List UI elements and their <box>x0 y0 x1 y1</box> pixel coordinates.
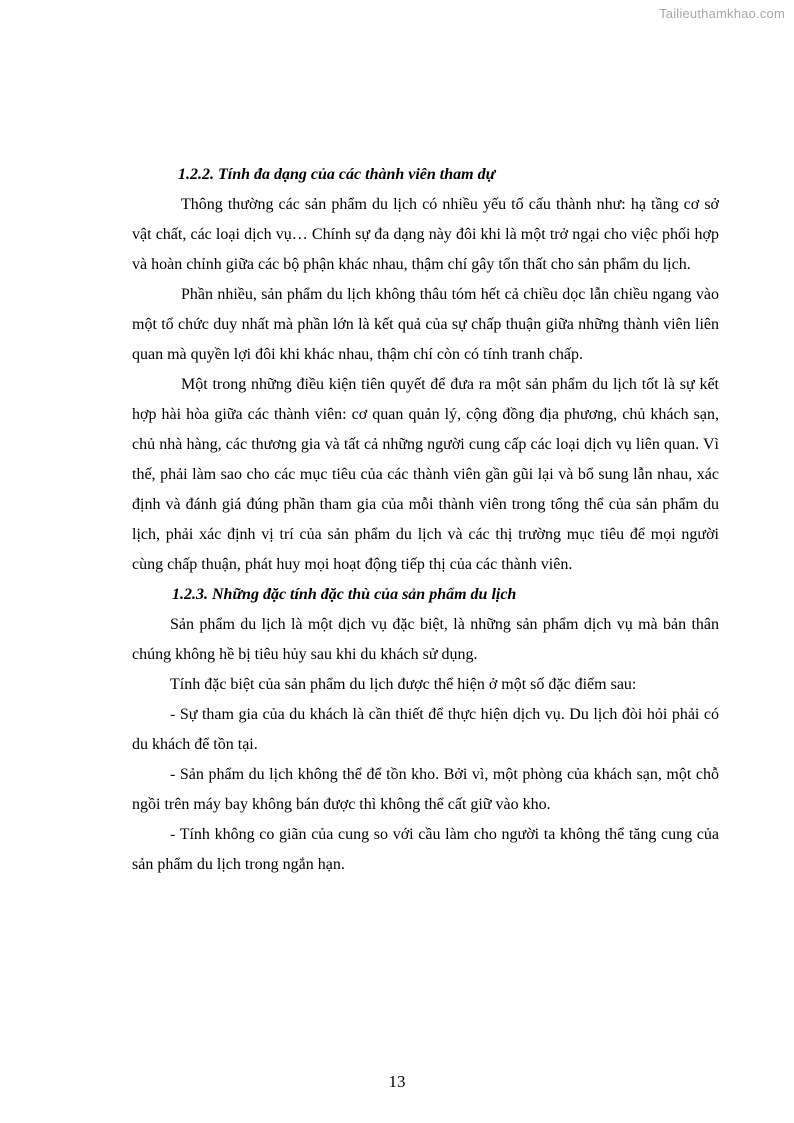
page-number: 13 <box>388 1072 406 1091</box>
paragraph: Tính đặc biệt của sản phẩm du lịch được thể hiện ở một số đặc điểm sau: <box>170 676 637 693</box>
document-body <box>132 160 719 880</box>
list-item: - Tính không co giãn của cung so với cầu làm cho người ta không thể tăng cung của sản phẩm du lịch trong ngắn hạn. <box>132 826 719 873</box>
paragraph: Thông thường các sản phẩm du lịch có nhiều yếu tố cấu thành như: hạ tầng cơ sở vật chất, các loại dịch vụ… Chính sự đa dạng này đôi khi là một trở ngại cho việc phối hợp và hoàn chỉnh giữa các bộ phận khác nhau, thậm chí gây tổn thất cho sản phẩm du lịch. <box>132 196 719 273</box>
list-item: - Sự tham gia của du khách là cần thiết để thực hiện dịch vụ. Du lịch đòi hỏi phải có du khách để tồn tại. <box>132 706 719 753</box>
list-item: - Sản phẩm du lịch không thể để tồn kho. Bởi vì, một phòng của khách sạn, một chỗ ngồi trên máy bay không bán được thì không thể cất giữ vào kho. <box>132 766 719 813</box>
watermark: Tailieuthamkhao.com <box>659 6 785 21</box>
section-heading-1-2-2: 1.2.2. Tính đa dạng của các thành viên tham dự <box>178 166 496 183</box>
section-heading-1-2-3: 1.2.3. Những đặc tính đặc thù của sản phẩm du lịch <box>172 586 517 603</box>
paragraph: Phần nhiều, sản phẩm du lịch không thâu tóm hết cả chiều dọc lẫn chiều ngang vào một tổ chức duy nhất mà phần lớn là kết quả của sự chấp thuận giữa những thành viên liên quan mà quyền lợi đôi khi khác nhau, thậm chí còn có tính tranh chấp. <box>132 286 719 363</box>
paragraph: Sản phẩm du lịch là một dịch vụ đặc biệt, là những sản phẩm dịch vụ mà bản thân chúng không hề bị tiêu hủy sau khi du khách sử dụng. <box>132 616 719 663</box>
paragraph: Một trong những điều kiện tiên quyết để đưa ra một sản phẩm du lịch tốt là sự kết hợp hài hòa giữa các thành viên: cơ quan quản lý, cộng đồng địa phương, chủ khách sạn, chủ nhà hàng, các thương gia và tất cả những người cung cấp các loại dịch vụ liên quan. Vì thế, phải làm sao cho các mục tiêu của các thành viên gần gũi lại và bổ sung lẫn nhau, xác định và đánh giá đúng phần tham gia của mỗi thành viên trong tổng thể của sản phẩm du lịch, phải xác định vị trí của sản phẩm du lịch và các thị trường mục tiêu để mọi người cùng chấp thuận, phát huy mọi hoạt động tiếp thị của các thành viên. <box>132 376 719 573</box>
